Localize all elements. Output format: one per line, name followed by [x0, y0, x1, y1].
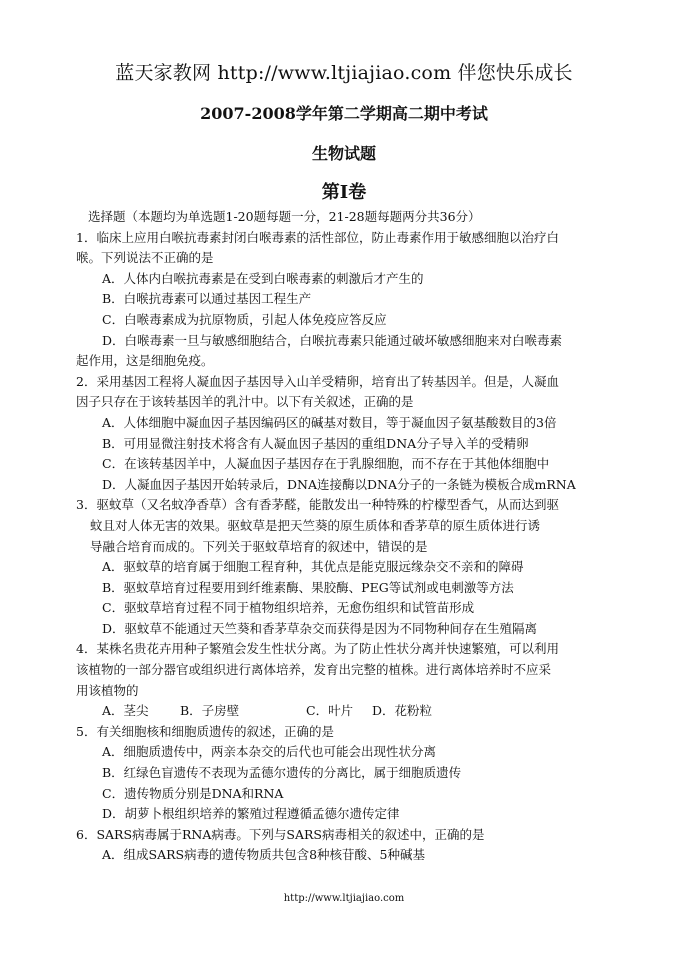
- question-stem-line: 5．有关细胞核和细胞质遗传的叙述，正确的是: [76, 723, 334, 739]
- question-item: [76, 495, 636, 639]
- page-footer: http://www.ltjiajiao.com: [283, 893, 405, 904]
- answer-option: D．花粉粒: [372, 703, 433, 719]
- question-stem-line: 导融合培育而成的。下列关于驱蚊草培育的叙述中，错误的是: [90, 538, 428, 554]
- question-stem-line: 3．驱蚊草（又名蚊净香草）含有香茅醛，能散发出一种特殊的柠檬型香气，从而达到驱: [76, 497, 559, 513]
- question-item: [76, 825, 636, 866]
- question-stem-line: 2．采用基因工程将人凝血因子基因导入山羊受精卵，培育出了转基因羊。但是，人凝血: [76, 373, 559, 389]
- question-item: [76, 722, 636, 825]
- site-header: 蓝天家教网 http://www.ltjiajiao.com 伴您快乐成长: [115, 62, 573, 84]
- exam-title: 2007-2008学年第二学期高二期中考试: [200, 104, 488, 123]
- question-stem-line: 该植物的一部分器官或组织进行离体培养，发育出完整的植株。进行离体培养时不应采: [76, 662, 552, 678]
- answer-option: B．白喉抗毒素可以通过基因工程生产: [102, 291, 312, 307]
- answer-option: C．驱蚊草培育过程不同于植物组织培养，无愈伤组织和试管苗形成: [102, 600, 475, 616]
- volume-heading: 第Ⅰ卷: [321, 182, 367, 203]
- question-body: [76, 207, 636, 866]
- answer-option: A．茎尖: [102, 703, 149, 719]
- question-stem-line: 4．某株名贵花卉用种子繁殖会发生性状分离。为了防止性状分离并快速繁殖，可以利用: [76, 641, 559, 657]
- answer-option: C．叶片: [306, 703, 354, 719]
- answer-option: B．驱蚊草培育过程要用到纤维素酶、果胶酶、PEG等试剂或电刺激等方法: [102, 579, 514, 595]
- answer-option: C．在该转基因羊中，人凝血因子基因存在于乳腺细胞，而不存在于其他体细胞中: [102, 456, 550, 472]
- answer-option: A．细胞质遗传中，两亲本杂交的后代也可能会出现性状分离: [102, 744, 437, 760]
- answer-option: B．可用显微注射技术将含有人凝血因子基因的重组DNA分子导入羊的受精卵: [102, 435, 529, 451]
- answer-option: C．白喉毒素成为抗原物质，引起人体免疫应答反应: [102, 311, 387, 327]
- answer-option: C．遗传物质分别是DNA和RNA: [102, 785, 284, 801]
- answer-option: D．人凝血因子基因开始转录后，DNA连接酶以DNA分子的一条链为模板合成mRNA: [102, 476, 576, 492]
- answer-option: B．子房壁: [180, 703, 240, 719]
- inline-options-row: [76, 701, 636, 722]
- question-item: [76, 639, 636, 721]
- answer-option: D．白喉毒素一旦与敏感细胞结合，白喉抗毒素只能通过破坏敏感细胞来对白喉毒素: [102, 332, 563, 348]
- answer-option: 起作用，这是细胞免疫。: [76, 353, 214, 369]
- answer-option: B．红绿色盲遗传不表现为孟德尔遗传的分离比，属于细胞质遗传: [102, 765, 462, 781]
- answer-option: D．驱蚊草不能通过天竺葵和香茅草杂交而获得是因为不同物种间存在生殖隔离: [102, 620, 538, 636]
- question-stem-line: 喉。下列说法不正确的是: [76, 250, 214, 266]
- question-list: [76, 228, 636, 866]
- question-stem-line: 蚊且对人体无害的效果。驱蚊草是把天竺葵的原生质体和香茅草的原生质体进行诱: [90, 517, 541, 533]
- question-stem-line: 6．SARS病毒属于RNA病毒。下列与SARS病毒相关的叙述中，正确的是: [76, 826, 485, 842]
- section-intro: 选择题（本题均为单选题1-20题每题一分，21-28题每题两分共36分）: [88, 209, 481, 224]
- answer-option: A．人体细胞中凝血因子基因编码区的碱基对数目，等于凝血因子氨基酸数目的3倍: [102, 414, 557, 430]
- question-item: [76, 228, 636, 372]
- answer-option: A．组成SARS病毒的遗传物质共包含8种核苷酸、5种碱基: [102, 847, 425, 863]
- answer-option: A．驱蚊草的培育属于细胞工程育种，其优点是能克服远缘杂交不亲和的障碍: [102, 559, 524, 575]
- question-stem-line: 用该植物的: [76, 682, 139, 698]
- question-stem-line: 1．临床上应用白喉抗毒素封闭白喉毒素的活性部位，防止毒素作用于敏感细胞以治疗白: [76, 229, 559, 245]
- answer-option: A．人体内白喉抗毒素是在受到白喉毒素的刺激后才产生的: [102, 270, 424, 286]
- answer-option: D．胡萝卜根组织培养的繁殖过程遵循孟德尔遗传定律: [102, 806, 400, 822]
- question-stem-line: 因子只存在于该转基因羊的乳汁中。以下有关叙述，正确的是: [76, 394, 414, 410]
- exam-subtitle: 生物试题: [311, 144, 376, 163]
- question-item: [76, 372, 636, 496]
